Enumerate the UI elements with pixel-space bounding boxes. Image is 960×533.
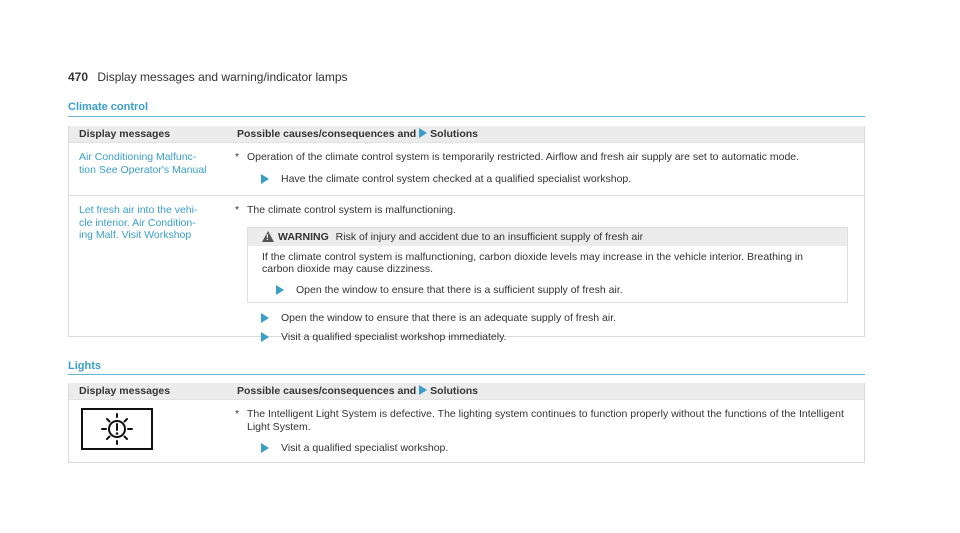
solution-step: Visit a qualified specialist workshop immediately. [233,331,856,344]
climate-table [68,126,865,343]
solution-step: Visit a qualified specialist workshop. [233,442,856,455]
page-number: 470 [68,70,89,84]
warning-body [248,246,847,303]
cause-text: * Operation of the climate control system is temporarily restricted. Airflow and fresh air supply are set to automatic mode. [235,151,800,163]
table-row [69,195,864,343]
col-causes-solutions: Possible causes/consequences and Solutions [237,128,479,140]
arrow-icon [276,285,284,295]
table-row [69,399,864,464]
warning-label: WARNING [278,230,329,243]
table-header [69,383,864,399]
col-display-messages: Display messages [79,128,171,140]
light-malfunction-icon [81,408,153,450]
solution-step: Open the window to ensure that there is a sufficient supply of fresh air. [262,284,833,297]
display-message: Let fresh air into the vehi- cle interior. Air Condition- ing Malf. Visit Workshop [79,204,198,241]
solution-step: Open the window to ensure that there is an adequate supply of fresh air. [233,312,856,325]
warning-triangle-icon [262,231,274,242]
display-message: Air Conditioning Malfunc- tion See Operator's Manual [79,151,207,176]
cause-text: * The Intelligent Light System is defective. The lighting system continues to function properly without the functions of the Intelligent Light System. [235,408,844,433]
arrow-icon [261,443,269,453]
lights-table [68,383,865,463]
warning-header [248,228,847,246]
page-header-title: Display messages and warning/indicator lamps [97,70,348,84]
arrow-icon [419,128,427,138]
arrow-icon [261,174,269,184]
warning-box [247,227,848,304]
table-header [69,126,864,142]
arrow-icon [261,313,269,323]
col-causes-solutions: Possible causes/consequences and Solutions [237,385,479,397]
climate-section-title: Climate control [68,101,149,113]
col-display-messages: Display messages [79,385,171,397]
table-row [69,142,864,195]
lights-section-rule [68,374,865,375]
warning-title: Risk of injury and accident due to an insufficient supply of fresh air [335,230,644,243]
arrow-icon [261,332,269,342]
cause-text: * The climate control system is malfunctioning. [235,204,456,216]
arrow-icon [419,385,427,395]
causes-cell [233,408,856,455]
page-header [68,70,348,84]
lights-section-title: Lights [68,360,101,372]
climate-section-rule [68,116,865,117]
causes-cell [233,204,856,343]
warning-text: If the climate control system is malfunctioning, carbon dioxide levels may increase in the vehicle interior. Breathing in carbon dioxide may cause dizziness. [262,250,804,275]
solution-step: Have the climate control system checked at a qualified specialist workshop. [233,173,856,186]
causes-cell [233,151,856,185]
